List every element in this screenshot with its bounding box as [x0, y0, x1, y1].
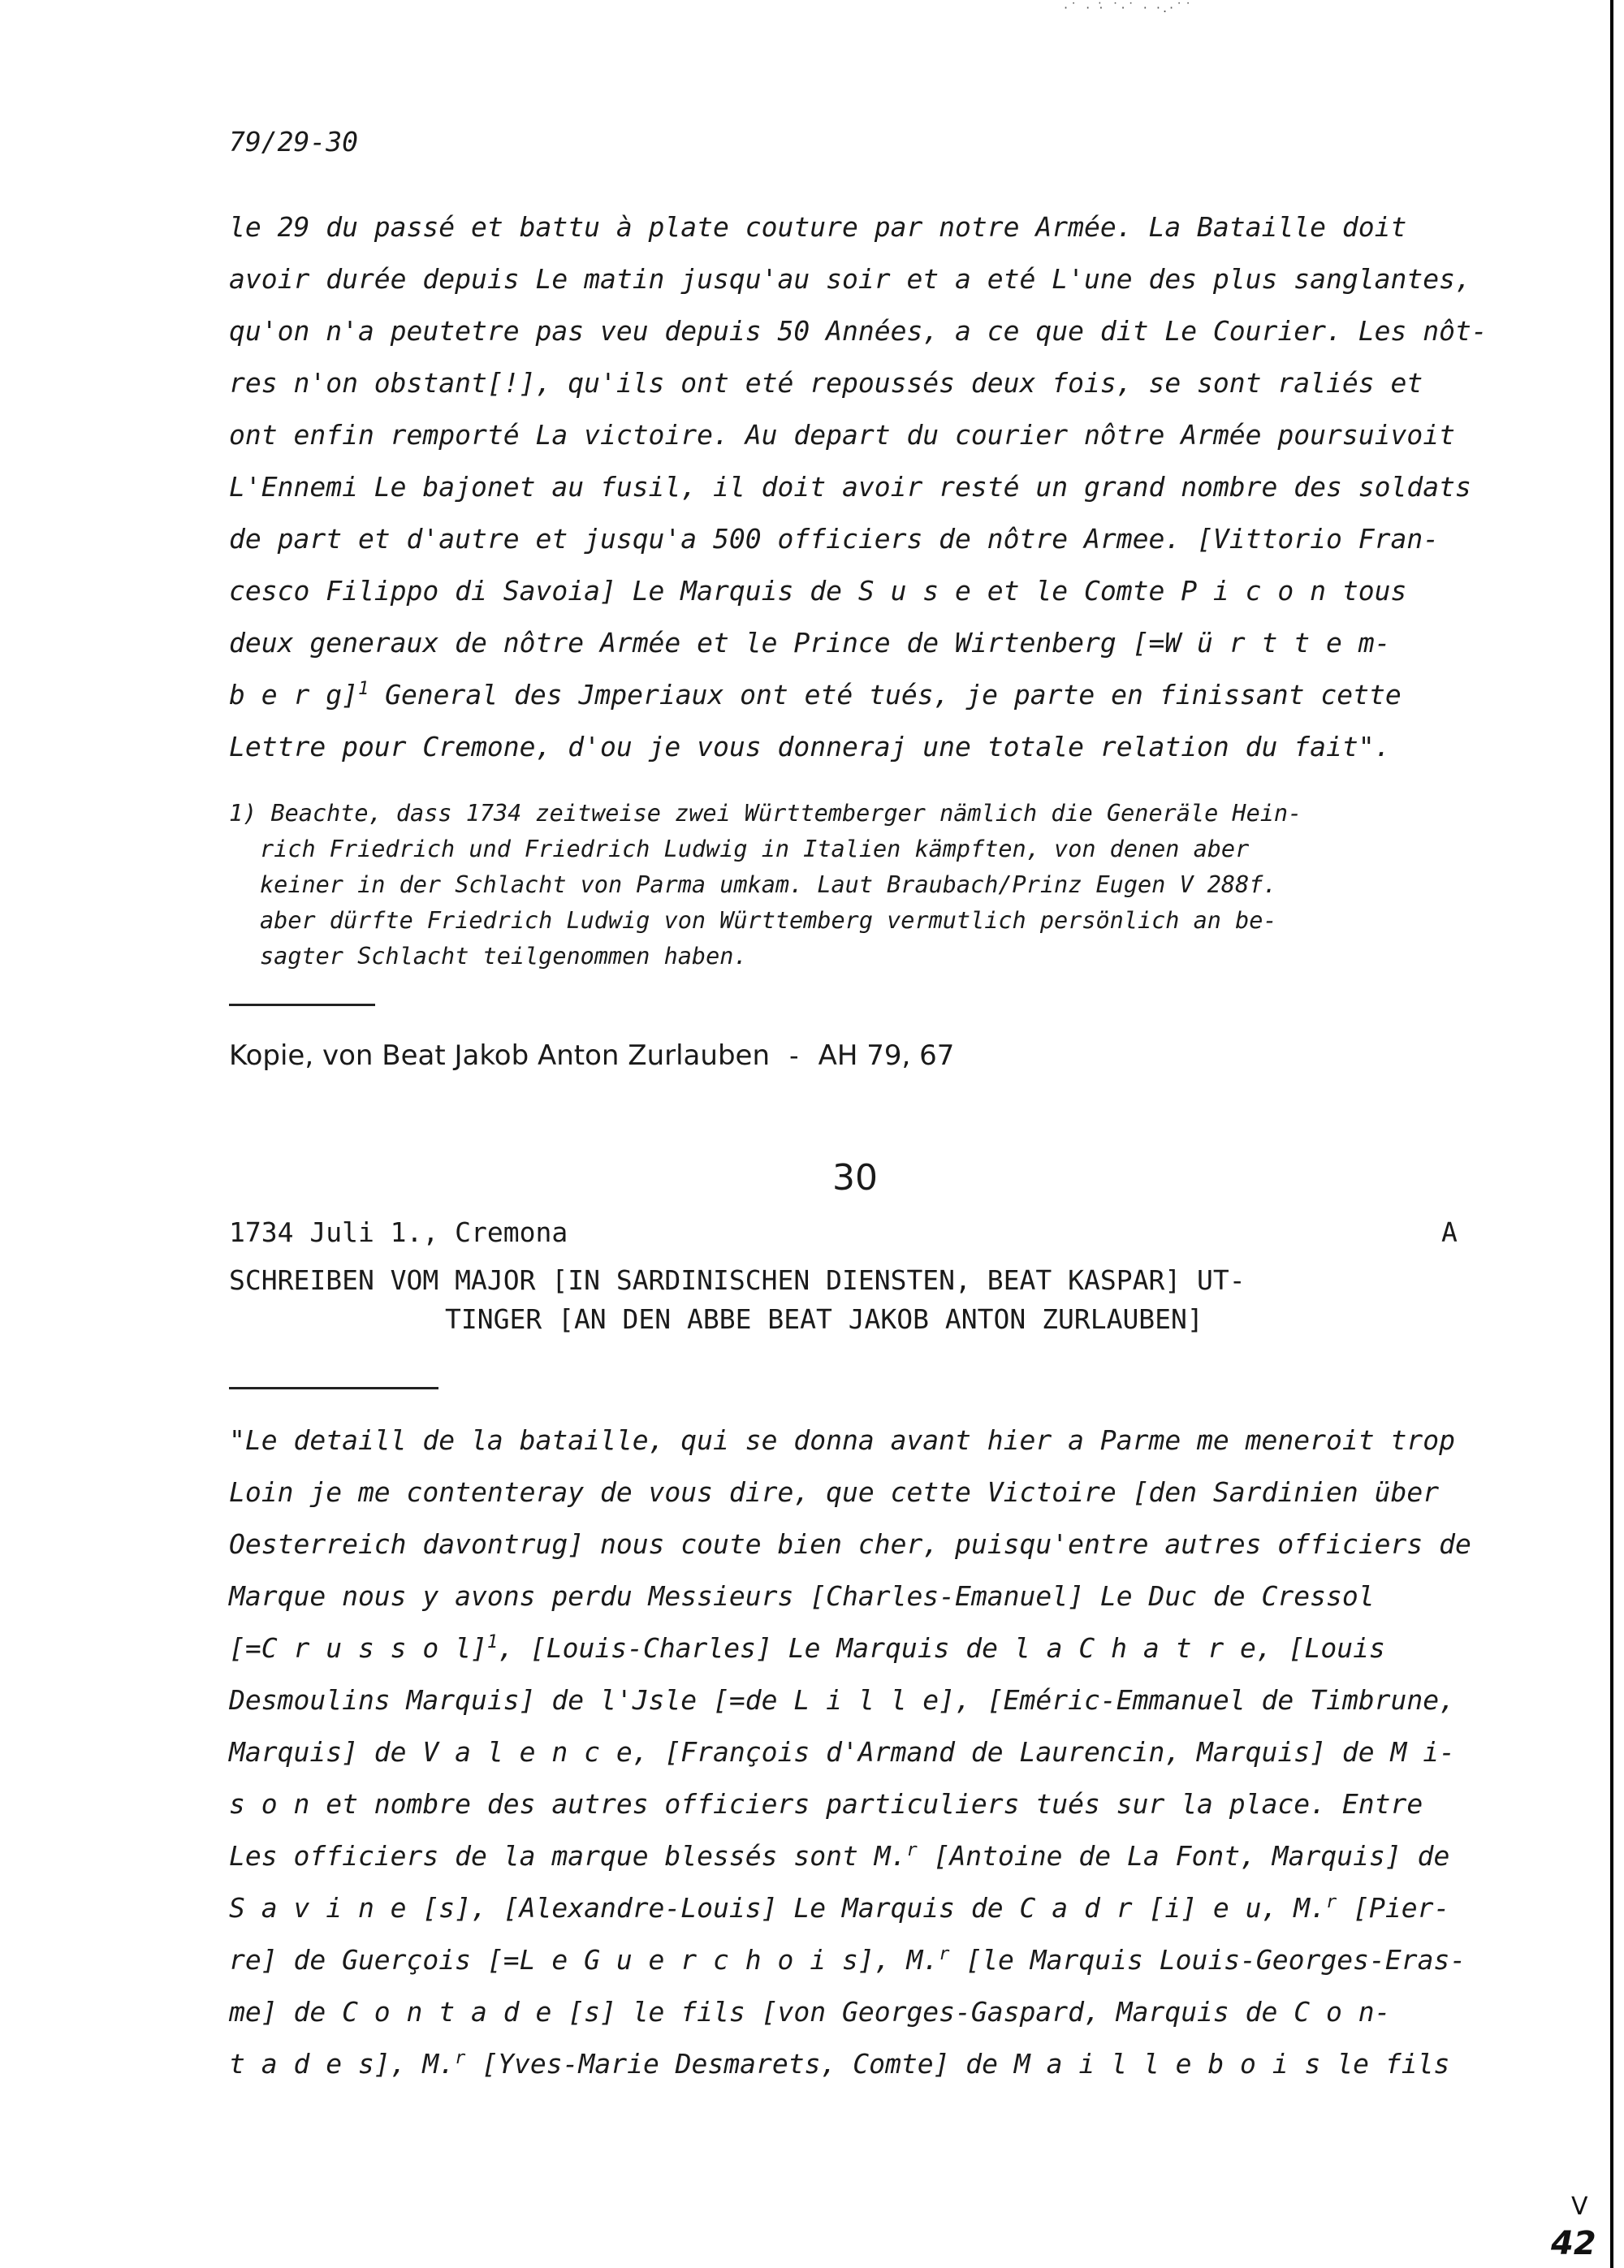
text-line: ont enfin remporté La victoire. Au depart du courier nôtre Armée poursuivoit: [229, 419, 1455, 451]
footnote-line: sagter Schlacht teilgenommen haben.: [260, 943, 748, 970]
text-line: Marque nous y avons perdu Messieurs [Charles-Emanuel] Le Duc de Cressol: [229, 1580, 1375, 1612]
footnote-line: keiner in der Schlacht von Parma umkam. Laut Braubach/Prinz Eugen V 288f.: [260, 871, 1277, 898]
text-line: de part et d'autre et jusqu'a 500 officiers de nôtre Armee. [Vittorio Fran-: [229, 523, 1440, 555]
divider: [229, 1004, 375, 1006]
text-segment: , [Louis-Charles] Le Marquis de l a C h a t r e, [Louis: [498, 1632, 1385, 1664]
text-segment: [Pier-: [1337, 1892, 1450, 1924]
text-line: "Le detaill de la bataille, qui se donna avant hier a Parme me meneroit trop: [229, 1424, 1455, 1456]
text-segment: [Yves-Marie Desmarets, Comte] de M a i l l e b o i s le fils: [465, 2048, 1450, 2080]
footnote-marker: 1: [357, 679, 369, 699]
superscript: r: [906, 1840, 918, 1860]
check-mark: V: [1571, 2192, 1588, 2221]
text-line: [229, 1632, 1385, 1664]
text-line: Desmoulins Marquis] de l'Jsle [=de L i l l e], [Eméric-Emmanuel de Timbrune,: [229, 1684, 1455, 1716]
text-line: cesco Filippo di Savoia] Le Marquis de S u s e et le Comte P i c o n tous: [229, 575, 1407, 607]
text-line: Oesterreich davontrug] nous coute bien cher, puisqu'entre autres officiers de: [229, 1528, 1471, 1560]
source-ref: AH 79, 67: [818, 1039, 955, 1072]
text-segment: General des Jmperiaux ont eté tués, je parte en finissant cette: [369, 679, 1402, 711]
text-line: [229, 2048, 1449, 2080]
text-line: s o n et nombre des autres officiers particuliers tués sur la place. Entre: [229, 1788, 1423, 1820]
text-line: [229, 1892, 1449, 1924]
text-line: Marquis] de V a l e n c e, [François d'Armand de Laurencin, Marquis] de M i-: [229, 1736, 1455, 1768]
handwritten-page-number: 42: [1551, 2225, 1596, 2262]
document-number: 30: [832, 1157, 878, 1199]
page-reference: 79/29-30: [229, 126, 358, 158]
text-segment: re] de Guerçois [=L e G u e r c h o i s], M.: [229, 1944, 939, 1976]
text-line: deux generaux de nôtre Armée et le Prince de Wirtenberg [=W ü r t t e m-: [229, 627, 1391, 659]
document-title-cont: TINGER [AN DEN ABBE BEAT JAKOB ANTON ZURLAUBEN]: [445, 1303, 1203, 1335]
source-text: Kopie, von Beat Jakob Anton Zurlauben: [229, 1039, 770, 1072]
text-line: Loin je me contenteray de vous dire, que cette Victoire [den Sardinien über: [229, 1476, 1440, 1508]
text-line: [229, 1840, 1449, 1872]
footnote-line: rich Friedrich und Friedrich Ludwig in Italien kämpften, von denen aber: [260, 836, 1250, 862]
text-line: le 29 du passé et battu à plate couture par notre Armée. La Bataille doit: [229, 211, 1407, 243]
text-segment: t a d e s], M.: [229, 2048, 456, 2080]
text-line: qu'on n'a peutetre pas veu depuis 50 Années, a ce que dit Le Courier. Les nôt-: [229, 315, 1488, 347]
text-line: me] de C o n t a d e [s] le fils [von Georges-Gaspard, Marquis de C o n-: [229, 1996, 1391, 2028]
text-segment: S a v i n e [s], [Alexandre-Louis] Le Marquis de C a d r [i] e u, M.: [229, 1892, 1327, 1924]
text-line: [229, 1944, 1466, 1976]
scan-border: [1610, 0, 1613, 2268]
text-line: L'Ennemi Le bajonet au fusil, il doit avoir resté un grand nombre des soldats: [229, 471, 1471, 503]
text-line: Lettre pour Cremone, d'ou je vous donneraj une totale relation du fait".: [229, 731, 1391, 762]
footnote: 1) Beachte, dass 1734 zeitweise zwei Württemberger nämlich die Generäle Hein-: [229, 800, 1302, 827]
text-segment: Les officiers de la marque blessés sont M.: [229, 1840, 907, 1872]
text-line: avoir durée depuis Le matin jusqu'au soir et a eté L'une des plus sanglantes,: [229, 263, 1471, 295]
text-line: [229, 679, 1402, 711]
divider: [229, 1387, 438, 1389]
source-separator: -: [770, 1039, 818, 1071]
footnote-marker: 1: [486, 1632, 499, 1652]
superscript: r: [939, 1944, 950, 1964]
document-title: SCHREIBEN VOM MAJOR [IN SARDINISCHEN DIENSTEN, BEAT KASPAR] UT-: [229, 1264, 1246, 1296]
footnote-line: aber dürfte Friedrich Ludwig von Württemberg vermutlich persönlich an be-: [260, 907, 1277, 934]
text-segment: [=C r u s s o l]: [229, 1632, 487, 1664]
text-line: res n'on obstant[!], qu'ils ont eté repoussés deux fois, se sont raliés et: [229, 367, 1423, 399]
superscript: r: [455, 2048, 466, 2068]
superscript: r: [1326, 1892, 1337, 1912]
scan-specks: ·˙ · ·̇ ˙·˙ · ·.·˙˙: [1064, 0, 1194, 15]
source-note: [229, 1039, 954, 1072]
text-segment: [le Marquis Louis-Georges-Eras-: [949, 1944, 1466, 1976]
text-segment: [Antoine de La Font, Marquis] de: [917, 1840, 1450, 1872]
date-place: 1734 Juli 1., Cremona: [229, 1216, 568, 1248]
text-segment: b e r g]: [229, 679, 358, 711]
type-letter: A: [1441, 1216, 1458, 1248]
